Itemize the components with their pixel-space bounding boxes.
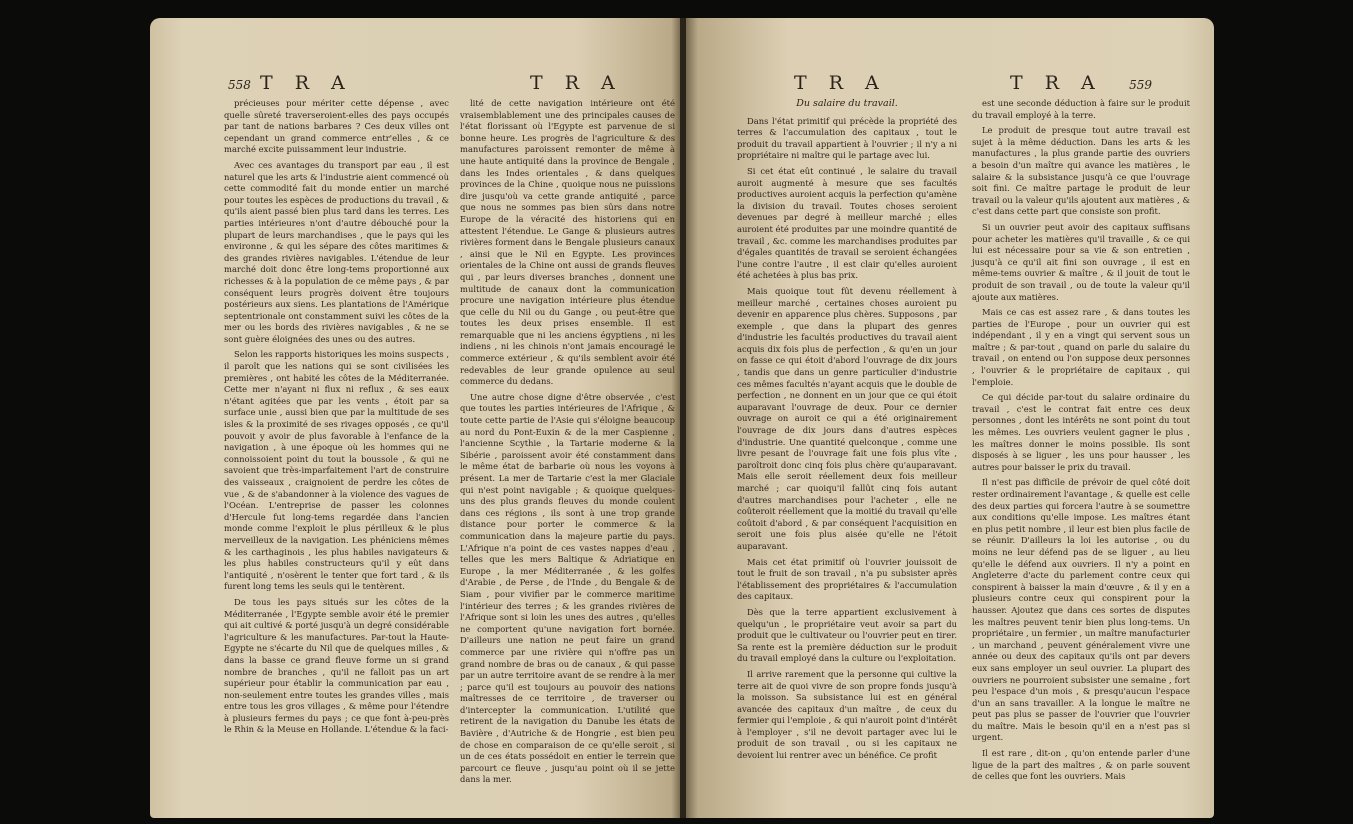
paragraph: est une seconde déduction à faire sur le produit du travail employé à la terre. xyxy=(972,98,1190,120)
paragraph: lité de cette navigation intérieure ont été vraisemblablement une des principales causes de l'état florissant où l'Egypte est parvenue de si bonne heure. Les progrès de l'agriculture & des manufactures paroissent remonter de même à une haute antiquité dans la province de Bengale , dans les Indes orientales , & dans quelques provinces de la Chine , quoique nous ne puissions dire jusqu'où va cette grande antiquité , parce que nous ne sommes pas bien sûrs dans notre Europe de la véracité des historiens qui en attestent l'étendue. Le Gange & plusieurs autres rivières forment dans le Bengale plusieurs canaux , ainsi que le Nil en Egypte. Les provinces orientales de la Chine ont aussi de grands fleuves qui , par leurs diverses branches , donnent une multitude de canaux dont la communication procure une navigation intérieure plus étendue que celle du Nil ou du Gange , ou peut-être que toutes les deux prises ensemble. Il est remarquable que ni les anciens égyptiens , ni les indiens , ni les chinois n'ont jamais encouragé le commerce extérieur , & qu'ils semblent avoir été redevables de leur grande opulence au seul commerce du dedans. xyxy=(460,98,675,387)
left-page xyxy=(150,18,682,818)
paragraph: Si cet état eût continué , le salaire du travail auroit augmenté à mesure que ses facultés productives auroient acquis la perfection qu'amène la division du travail. Toutes choses seroient devenues par degré à meilleur marché ; elles auroient été produites par une moindre quantité de travail , &c. comme les marchandises produites par d'égales quantités de travail se seroient échangées l'une contre l'autre , il est clair qu'elles auroient été achetées à plus bas prix. xyxy=(737,165,957,281)
paragraph: Mais quoique tout fût devenu réellement à meilleur marché , certaines choses auroient pu devenir en apparence plus chères. Supposons , par exemple , que dans la plupart des genres d'industrie les facultés productives du travail aient acquis dix fois plus de perfection , & qu'en un jour on fasse ce qui étoit d'abord l'ouvrage de dix jours , tandis que dans un genre particulier d'industrie ces mêmes facultés n'ayant acquis que le double de perfection , ne donnent en un jour que ce qui étoit auparavant l'ouvrage de deux. Pour ce dernier ouvrage on auroit ce qui a été originairement l'ouvrage de dix jours dans d'autres espèces d'industrie. Une quantité quelconque , comme une livre pesant de l'ouvrage fait une fois plus vîte , paroîtroit donc cinq fois plus chère qu'auparavant. Mais elle seroit réellement deux fois meilleur marché ; car quoiqu'il fallût cinq fois autant d'autres marchandises pour l'acheter , elle ne coûteroit réellement que la moitié du travail qu'elle coûtoit d'abord , & par conséquent l'acquisition en seroit une fois plus aisée qu'elle ne l'étoit auparavant. xyxy=(737,285,957,551)
book-spread xyxy=(150,18,1215,818)
head-word: T R A xyxy=(260,72,353,94)
paragraph: De tous les pays situés sur les côtes de la Méditerranée , l'Egypte semble avoir été le premier qui ait cultivé & porté jusqu'à un degré considérable l'agriculture & les manufactures. Par-tout la Haute-Egypte ne s'écarte du Nil que de quelques milles , & dans la basse ce grand fleuve forme un si grand nombre de branches , qu'il ne falloit pas un art supérieur pour établir la communication par eau , non-seulement entre toutes les grandes villes , mais entre tous les gros villages , & même pour l'étendre à plusieurs fermes du pays ; ce que font à-peu-près le Rhin & la Meuse en Hollande. L'étendue & la faci- xyxy=(224,596,449,735)
head-word: T R A xyxy=(530,72,623,94)
paragraph: Avec ces avantages du transport par eau , il est naturel que les arts & l'industrie aient commencé où cette commodité fait du monde entier un marché pour toutes les espèces de productions du travail , & qu'ils aient passé bien plus tard dans les terres. Les parties intérieures n'ont d'autre débouché pour la plupart de leurs marchandises , que le pays qui les environne , & qui les sépare des côtes maritimes & des grandes rivières navigables. L'étendue de leur marché doit donc être long-tems proportionné aux richesses & à la population de ce même pays , & par conséquent leurs progrès doivent être toujours postérieurs aux siens. Les plantations de l'Amérique septentrionale ont constamment suivi les côtes de la mer ou les bords des rivières navigables , & ne se sont guère éloignées des unes ou des autres. xyxy=(224,159,449,344)
paragraph: Dès que la terre appartient exclusivement à quelqu'un , le propriétaire veut avoir sa part du produit que le cultivateur ou l'ouvrier peut en tirer. Sa rente est la première déduction sur le produit du travail employé dans la culture ou l'exploitation. xyxy=(737,606,957,664)
right-page xyxy=(682,18,1214,818)
paragraph: Si un ouvrier peut avoir des capitaux suffisans pour acheter les matières qu'il travaille , & ce qui lui est nécessaire pour sa vie & son entretien , jusqu'à ce qu'il ait fini son ouvrage , il est en même-tems ouvrier & maître , & il jouit de tout le produit de son travail , ou de toute la valeur qu'il ajoute aux matières. xyxy=(972,221,1190,302)
paragraph: Mais cet état primitif où l'ouvrier jouissoit de tout le fruit de son travail , n'a pu subsister après l'établissement des propriétaires & l'accumulation des capitaux. xyxy=(737,556,957,602)
paragraph: Selon les rapports historiques les moins suspects , il paroît que les nations qui se sont civilisées les premières , ont habité les côtes de la Méditerranée. Cette mer n'ayant ni flux ni reflux , & ses eaux n'étant agitées que par les vents , étoit par sa surface unie , aussi bien que par la multitude de ses isles & la proximité de ses rivages opposés , ce qu'il pouvoit y avoir de plus favorable à l'enfance de la navigation , à une époque où les hommes qui ne connoissoient point du tout la boussole , & qui ne savoient que très-imparfaitement l'art de construire des vaisseaux , craignoient de perdre les côtes de vue , & de s'abandonner à la violence des vagues de l'Océan. L'entreprise de passer les colonnes d'Hercule fut long-tems regardée dans l'ancien monde comme l'exploit le plus périlleux & le plus merveilleux de la navigation. Les phéniciens mêmes & les carthaginois , les plus habiles navigateurs & les plus habiles constructeurs qu'il y eût dans l'antiquité , n'osèrent le tenter que fort tard , & ils furent long tems les seuls qui le tentèrent. xyxy=(224,349,449,592)
paragraph: précieuses pour mériter cette dépense , avec quelle sûreté traverseroient-elles des pays occupés par tant de nations barbares ? Ces deux villes ont cependant un grand commerce entr'elles , & ce marché excite puissamment leur industrie. xyxy=(224,98,449,155)
text-column-right-1 xyxy=(737,98,957,766)
text-column-left-2 xyxy=(460,98,675,790)
paragraph: Mais ce cas est assez rare , & dans toutes les parties de l'Europe , pour un ouvrier qui est indépendant , il y en a vingt qui servent sous un maître ; & par-tout , quand on parle du salaire du travail , on entend ou l'on suppose deux personnes , l'ouvrier & le propriétaire de capitaux , qui l'emploie. xyxy=(972,307,1190,387)
paragraph: Ce qui décide par-tout du salaire ordinaire du travail , c'est le contrat fait entre ces deux personnes , dont les intérêts ne sont point du tout les mêmes. Les ouvriers veulent gagner le plus , les maîtres donner le moins possible. Ils sont disposés à se liguer , les uns pour hausser , les autres pour baisser le prix du travail. xyxy=(972,392,1190,472)
book-gutter xyxy=(680,18,686,818)
head-word: T R A xyxy=(1010,72,1103,94)
paragraph: Une autre chose digne d'être observée , c'est que toutes les parties intérieures de l'Afrique , & toute cette partie de l'Asie qui s'éloigne beaucoup au nord du Pont-Euxin & de la mer Caspienne , l'ancienne Scythie , la Tartarie moderne & la Sibérie , paroissent avoir été constamment dans le même état de barbarie où nous les voyons à présent. La mer de Tartarie c'est la mer Glaciale qui n'est point navigable ; & quoique quelques-uns des plus grands fleuves du monde coulent dans ces régions , ils sont à une trop grande distance pour porter le commerce & la communication dans la majeure partie du pays. L'Afrique n'a point de ces vastes nappes d'eau , telles que les mers Baltique & Adriatique en Europe , la mer Méditerranée , & les golfes d'Arabie , de Perse , de l'Inde , du Bengale & de Siam , pour vivifier par le commerce maritime l'intérieur des terres ; & les grandes rivières de l'Afrique sont si loin les unes des autres , qu'elles ne comportent qu'une navigation fort bornée. D'ailleurs une nation ne peut faire un grand commerce par une rivière qui n'offre pas un grand nombre de bras ou de canaux , & qui passe par un autre territoire avant de se rendre à la mer ; parce qu'il est toujours au pouvoir des nations maîtresses de ce territoire , de traverser ou d'intercepter la communication. L'utilité que retirent de la navigation du Danube les états de Bavière , d'Autriche & de Hongrie , est bien peu de chose en comparaison de ce qu'elle seroit , si un de ces états possédoit en entier le terrein que parcourt ce fleuve , jusqu'au point où il se jette dans la mer. xyxy=(460,391,675,785)
left-running-head xyxy=(150,72,682,98)
right-running-head xyxy=(682,72,1214,98)
head-word: T R A xyxy=(794,72,887,94)
paragraph: Le produit de presque tout autre travail est sujet à la même déduction. Dans les arts & les manufactures , la plus grande partie des ouvriers a besoin d'un maître qui avance les matières , le salaire & la subsistance jusqu'à ce que l'ouvrage soit fini. Ce maître partage le produit de leur travail ou la valeur qu'ils ajoutent aux matières , & c'est dans cette part que consiste son profit. xyxy=(972,125,1190,217)
page-number: 559 xyxy=(1129,78,1152,92)
page-number: 558 xyxy=(228,78,251,92)
paragraph: Dans l'état primitif qui précède la propriété des terres & l'accumulation des capitaux , tout le produit du travail appartient à l'ouvrier ; il n'y a ni propriétaire ni maître qui le partage avec lui. xyxy=(737,115,957,161)
text-column-right-2 xyxy=(972,98,1190,787)
text-column-left-1 xyxy=(224,98,449,740)
paragraph: Il arrive rarement que la personne qui cultive la terre ait de quoi vivre de son propre fonds jusqu'à la moisson. Sa subsistance lui est en général avancée des capitaux d'un maître , de ceux du fermier qui l'emploie , & qui n'auroit point d'intérêt à l'employer , s'il ne devoit partager avec lui le produit de son travail , ou si les capitaux ne devoient lui rentrer avec un bénéfice. Ce profit xyxy=(737,668,957,761)
section-title: Du salaire du travail. xyxy=(796,98,898,109)
paragraph: Il est rare , dit-on , qu'on entende parler d'une ligue de la part des maîtres , & on parle souvent de celles que font les ouvriers. Mais xyxy=(972,748,1190,782)
paragraph: Il n'est pas difficile de prévoir de quel côté doit rester ordinairement l'avantage , & quelle est celle des deux parties qui forcera l'autre à se soumettre aux conditions qu'elle impose. Les maîtres étant en plus petit nombre , il leur est bien plus facile de se réunir. D'ailleurs la loi les autorise , ou du moins ne leur défend pas de se liguer , au lieu qu'elle le défend aux ouvriers. Il n'y a point en Angleterre d'acte du parlement contre ceux qui conspirent à baisser la main d'œuvre , & il y en a plusieurs contre ceux qui conspirent pour la hausser. Ajoutez que dans ces sortes de disputes les maîtres peuvent tenir bien plus long-tems. Un propriétaire , un fermier , un maître manufacturier , un marchand , peuvent généralement vivre une année ou deux des capitaux qu'ils ont par devers eux sans employer un seul ouvrier. La plupart des ouvriers ne pourroient subsister une semaine , fort peu l'espace d'un mois , & presqu'aucun l'espace d'un an sans travailler. A la longue le maître ne peut pas plus se passer de l'ouvrier que l'ouvrier du maître. Mais le besoin qu'il en a n'est pas si urgent. xyxy=(972,477,1190,743)
